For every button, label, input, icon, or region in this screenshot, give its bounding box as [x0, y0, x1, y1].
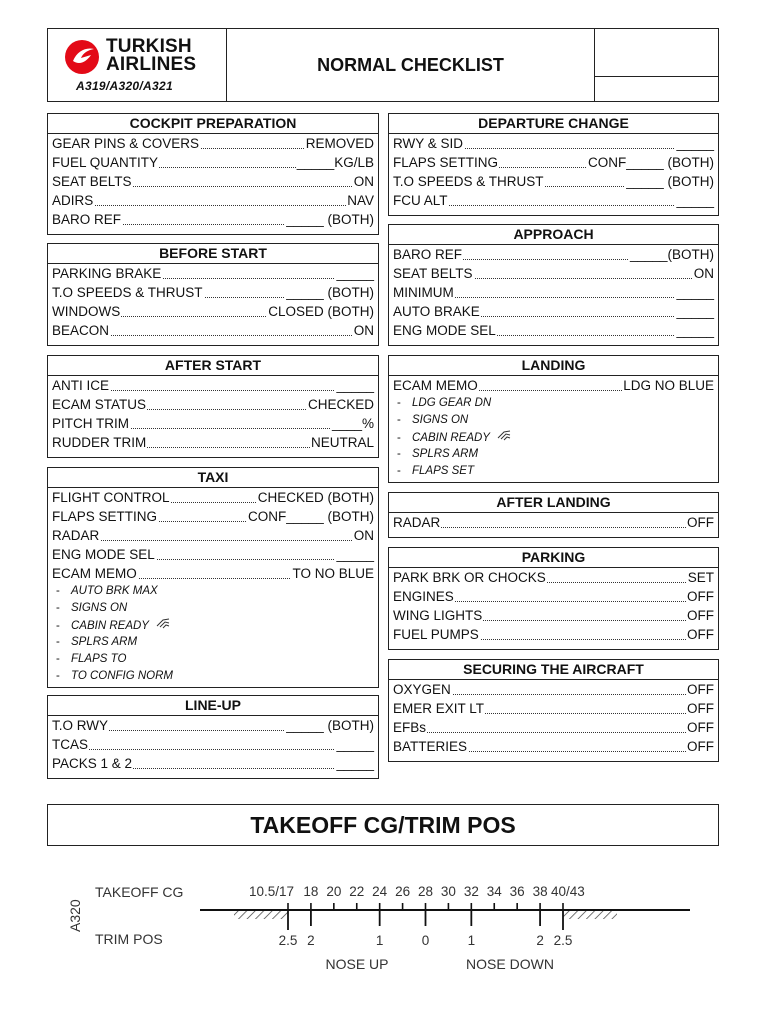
item-label: RWY & SID: [393, 136, 464, 151]
takeoff-cg-title: TAKEOFF CG/TRIM POS: [47, 804, 719, 846]
checklist-item-gear-pins-covers: [48, 134, 378, 153]
item-value: OFF: [687, 701, 714, 716]
item-value: _____ (BOTH): [286, 285, 374, 300]
bullet-dash: -: [397, 432, 401, 444]
cg-tick-label: 26: [395, 884, 411, 899]
checklist-item-ecam-status: [48, 395, 378, 414]
checklist-item-batteries: [389, 737, 718, 756]
checklist-item-park-brk-or-chocks: [389, 568, 718, 587]
takeoff-cg-label: TAKEOFF CG: [95, 884, 184, 900]
item-value: CONF_____ (BOTH): [247, 509, 374, 524]
item-label: T.O RWY: [52, 718, 109, 733]
dot-leader: [52, 749, 374, 750]
section-title: TAXI: [48, 468, 378, 488]
bullet-dash: -: [56, 620, 60, 632]
section-parking: [388, 547, 719, 650]
sub-item-text: AUTO BRK MAX: [71, 585, 158, 597]
scale-hatch-right: [563, 911, 617, 919]
cg-tick-label: 24: [372, 884, 388, 899]
item-label: MINIMUM: [393, 285, 454, 300]
trim-value-label: 2.5: [278, 933, 298, 948]
trim-value-label: 1: [375, 933, 384, 948]
item-value: _____ (BOTH): [626, 174, 714, 189]
turkish-airlines-logo-icon: [64, 39, 100, 75]
section-title: DEPARTURE CHANGE: [389, 114, 718, 134]
checklist-item-oxygen: [389, 680, 718, 699]
item-label: T.O SPEEDS & THRUST: [393, 174, 544, 189]
bullet-dash: -: [397, 448, 401, 460]
header-blank-cell-top: [595, 29, 718, 77]
logo-line-1: TURKISH: [106, 36, 192, 57]
item-value: _____: [676, 304, 714, 319]
item-label: EFBs: [393, 720, 427, 735]
item-label: T.O SPEEDS & THRUST: [52, 285, 203, 300]
dot-leader: [393, 527, 714, 528]
item-value: _____: [676, 136, 714, 151]
section-title: APPROACH: [389, 225, 718, 245]
bullet-dash: -: [397, 397, 401, 409]
item-value: REMOVED: [305, 136, 374, 151]
logo-cell: [48, 29, 227, 101]
bullet-dash: -: [56, 585, 60, 597]
sub-item-flaps-to: [48, 651, 378, 668]
item-label: FLIGHT CONTROL: [52, 490, 170, 505]
checklist-item-engines: [389, 587, 718, 606]
sub-item-ldg-gear-dn: [389, 395, 718, 412]
item-label: WING LIGHTS: [393, 608, 483, 623]
nose-down-label: NOSE DOWN: [466, 956, 554, 972]
item-label: FUEL PUMPS: [393, 627, 479, 642]
checklist-item-radar: [48, 526, 378, 545]
item-value: ON: [693, 266, 714, 281]
item-value: LDG NO BLUE: [623, 378, 714, 393]
checklist-item-tcas: [48, 735, 378, 754]
section-title: AFTER LANDING: [389, 493, 718, 513]
checklist-item-radar: [389, 513, 718, 532]
section-before-start: [47, 243, 379, 346]
item-value: _____: [676, 285, 714, 300]
checklist-item-parking-brake: [48, 264, 378, 283]
sub-item-text: LDG GEAR DN: [412, 397, 492, 409]
checklist-item-flight-control: [48, 488, 378, 507]
nose-up-label: NOSE UP: [325, 956, 389, 972]
hand-signal-icon: [496, 429, 512, 441]
item-value: OFF: [687, 720, 714, 735]
item-label: AUTO BRAKE: [393, 304, 480, 319]
item-value: TO NO BLUE: [292, 566, 374, 581]
item-label: BARO REF: [393, 247, 463, 262]
item-value: ON: [353, 323, 374, 338]
item-value: _____: [336, 737, 374, 752]
page-title: NORMAL CHECKLIST: [227, 29, 595, 101]
checklist-item-seat-belts: [48, 172, 378, 191]
trim-value-label: 2.5: [553, 933, 573, 948]
sub-item-cabin-ready: [389, 429, 718, 446]
section-title: PARKING: [389, 548, 718, 568]
checklist-item-adirs: [48, 191, 378, 210]
item-value: ____%: [331, 416, 374, 431]
checklist-item-eng-mode-sel: [389, 321, 718, 340]
checklist-item-packs-1-2: [48, 754, 378, 773]
sub-item-cabin-ready: [48, 617, 378, 634]
checklist-item-t-o-speeds-thrust: [389, 172, 718, 191]
item-label: BEACON: [52, 323, 110, 338]
item-label: PARK BRK OR CHOCKS: [393, 570, 546, 585]
item-value: _____: [336, 547, 374, 562]
sub-item-text: SIGNS ON: [71, 602, 128, 614]
checklist-item-eng-mode-sel: [48, 545, 378, 564]
item-label: PARKING BRAKE: [52, 266, 162, 281]
sub-item-flaps-set: [389, 463, 718, 480]
item-value: _____ (BOTH): [286, 718, 374, 733]
item-value: OFF: [687, 739, 714, 754]
takeoff-cg-trim-scale: [0, 860, 768, 990]
item-label: FLAPS SETTING: [52, 509, 158, 524]
item-value: _____: [336, 378, 374, 393]
item-label: EMER EXIT LT: [393, 701, 485, 716]
item-label: SEAT BELTS: [52, 174, 132, 189]
bullet-dash: -: [397, 465, 401, 477]
item-value: _____ (BOTH): [286, 212, 374, 227]
section-cockpit-preparation: [47, 113, 379, 235]
trim-value-label: 0: [421, 933, 430, 948]
sub-item-auto-brk-max: [48, 583, 378, 600]
header-right-cell: [595, 29, 718, 101]
dot-leader: [52, 205, 374, 206]
item-value: OFF: [687, 608, 714, 623]
trim-value-label: 2: [536, 933, 544, 948]
checklist-item-emer-exit-lt: [389, 699, 718, 718]
sub-item-text: CABIN READY: [412, 432, 490, 444]
sub-item-to-config-norm: [48, 668, 378, 685]
sub-item-splrs-arm: [48, 634, 378, 651]
item-label: GEAR PINS & COVERS: [52, 136, 200, 151]
section-title: COCKPIT PREPARATION: [48, 114, 378, 134]
item-value: _____: [336, 756, 374, 771]
checklist-item-windows: [48, 302, 378, 321]
item-label: ADIRS: [52, 193, 94, 208]
bullet-dash: -: [397, 414, 401, 426]
item-value: OFF: [687, 627, 714, 642]
item-label: RADAR: [52, 528, 100, 543]
logo-wordmark: [106, 38, 196, 74]
item-label: ENG MODE SEL: [52, 547, 155, 562]
checklist-item-fuel-pumps: [389, 625, 718, 644]
aircraft-models: A319/A320/A321: [76, 79, 173, 93]
checklist-item-minimum: [389, 283, 718, 302]
section-after-landing: [388, 492, 719, 538]
cg-tick-label: 20: [326, 884, 342, 899]
scale-aircraft-label: A320: [67, 899, 83, 932]
section-landing: [388, 355, 719, 483]
cg-tick-label: 36: [509, 884, 525, 899]
item-value: CHECKED (BOTH): [257, 490, 374, 505]
item-value: _____KG/LB: [296, 155, 374, 170]
item-label: FLAPS SETTING: [393, 155, 499, 170]
checklist-item-anti-ice: [48, 376, 378, 395]
checklist-item-ecam-memo: [389, 376, 718, 395]
cg-tick-label: 10.5/17: [248, 884, 294, 899]
item-label: FCU ALT: [393, 193, 448, 208]
item-label: OXYGEN: [393, 682, 451, 697]
logo-line-2: AIRLINES: [106, 54, 197, 75]
checklist-item-fcu-alt: [389, 191, 718, 210]
cg-tick-label: 30: [440, 884, 456, 899]
sub-item-splrs-arm: [389, 446, 718, 463]
scale-hatch-left: [234, 911, 288, 919]
checklist-item-baro-ref: [389, 245, 718, 264]
item-value: OFF: [687, 682, 714, 697]
bullet-dash: -: [56, 653, 60, 665]
checklist-header: [47, 28, 719, 102]
checklist-item-t-o-rwy: [48, 716, 378, 735]
checklist-item-ecam-memo: [48, 564, 378, 583]
section-departure-change: [388, 113, 719, 216]
checklist-item-seat-belts: [389, 264, 718, 283]
checklist-item-beacon: [48, 321, 378, 340]
hand-signal-icon: [155, 617, 171, 629]
sub-item-text: FLAPS TO: [71, 653, 127, 665]
cg-tick-label: 40/43: [551, 884, 585, 899]
trim-pos-label: TRIM POS: [95, 931, 163, 947]
item-label: ECAM MEMO: [52, 566, 137, 581]
item-label: RADAR: [393, 515, 441, 530]
cg-tick-label: 34: [486, 884, 502, 899]
item-value: _____: [336, 266, 374, 281]
item-value: _____: [676, 323, 714, 338]
sub-item-signs-on: [389, 412, 718, 429]
trim-value-label: 1: [467, 933, 476, 948]
checklist-item-baro-ref: [48, 210, 378, 229]
item-value: CLOSED (BOTH): [268, 304, 374, 319]
cg-tick-label: 28: [417, 884, 434, 899]
item-label: BATTERIES: [393, 739, 468, 754]
checklist-item-rwy-sid: [389, 134, 718, 153]
item-value: _____: [676, 193, 714, 208]
item-value: SET: [687, 570, 714, 585]
trim-value-label: 2: [307, 933, 315, 948]
checklist-item-pitch-trim: [48, 414, 378, 433]
sub-item-text: SIGNS ON: [412, 414, 469, 426]
section-title: BEFORE START: [48, 244, 378, 264]
item-label: ECAM MEMO: [393, 378, 478, 393]
item-label: WINDOWS: [52, 304, 121, 319]
item-value: NAV: [347, 193, 374, 208]
checklist-item-t-o-speeds-thrust: [48, 283, 378, 302]
item-label: RUDDER TRIM: [52, 435, 147, 450]
section-title: LINE-UP: [48, 696, 378, 716]
item-value: CHECKED: [307, 397, 374, 412]
sub-item-text: FLAPS SET: [412, 465, 474, 477]
item-label: SEAT BELTS: [393, 266, 473, 281]
checklist-item-rudder-trim: [48, 433, 378, 452]
item-value: ON: [353, 174, 374, 189]
checklist-item-flaps-setting: [389, 153, 718, 172]
item-value: CONF_____ (BOTH): [587, 155, 714, 170]
item-label: ENG MODE SEL: [393, 323, 496, 338]
checklist-item-efbs: [389, 718, 718, 737]
section-securing-the-aircraft: [388, 659, 719, 762]
dot-leader: [52, 540, 374, 541]
cg-tick-label: 32: [463, 884, 479, 899]
item-value: NEUTRAL: [310, 435, 374, 450]
cg-tick-label: 38: [532, 884, 548, 899]
section-line-up: [47, 695, 379, 779]
item-value: OFF: [687, 589, 714, 604]
bullet-dash: -: [56, 636, 60, 648]
checklist-item-flaps-setting: [48, 507, 378, 526]
cg-tick-label: 18: [303, 884, 319, 899]
section-taxi: [47, 467, 379, 688]
sub-item-text: SPLRS ARM: [71, 636, 138, 648]
checklist-item-auto-brake: [389, 302, 718, 321]
bullet-dash: -: [56, 602, 60, 614]
sub-item-signs-on: [48, 600, 378, 617]
section-title: AFTER START: [48, 356, 378, 376]
item-label: FUEL QUANTITY: [52, 155, 159, 170]
checklist-item-wing-lights: [389, 606, 718, 625]
section-after-start: [47, 355, 379, 458]
item-label: ANTI ICE: [52, 378, 110, 393]
sub-item-text: TO CONFIG NORM: [71, 670, 174, 682]
item-label: BARO REF: [52, 212, 122, 227]
bullet-dash: -: [56, 670, 60, 682]
section-title: LANDING: [389, 356, 718, 376]
item-label: ECAM STATUS: [52, 397, 147, 412]
sub-item-text: CABIN READY: [71, 620, 149, 632]
item-label: PITCH TRIM: [52, 416, 129, 431]
item-label: TCAS: [52, 737, 89, 752]
item-value: OFF: [687, 515, 714, 530]
section-title: SECURING THE AIRCRAFT: [389, 660, 718, 680]
item-value: ON: [353, 528, 374, 543]
dot-leader: [393, 732, 714, 733]
item-label: ENGINES: [393, 589, 454, 604]
section-approach: [388, 224, 719, 346]
cg-tick-label: 22: [349, 884, 365, 899]
checklist-item-fuel-quantity: [48, 153, 378, 172]
item-label: PACKS 1 & 2: [52, 756, 133, 771]
sub-item-text: SPLRS ARM: [412, 448, 479, 460]
item-value: _____(BOTH): [629, 247, 714, 262]
